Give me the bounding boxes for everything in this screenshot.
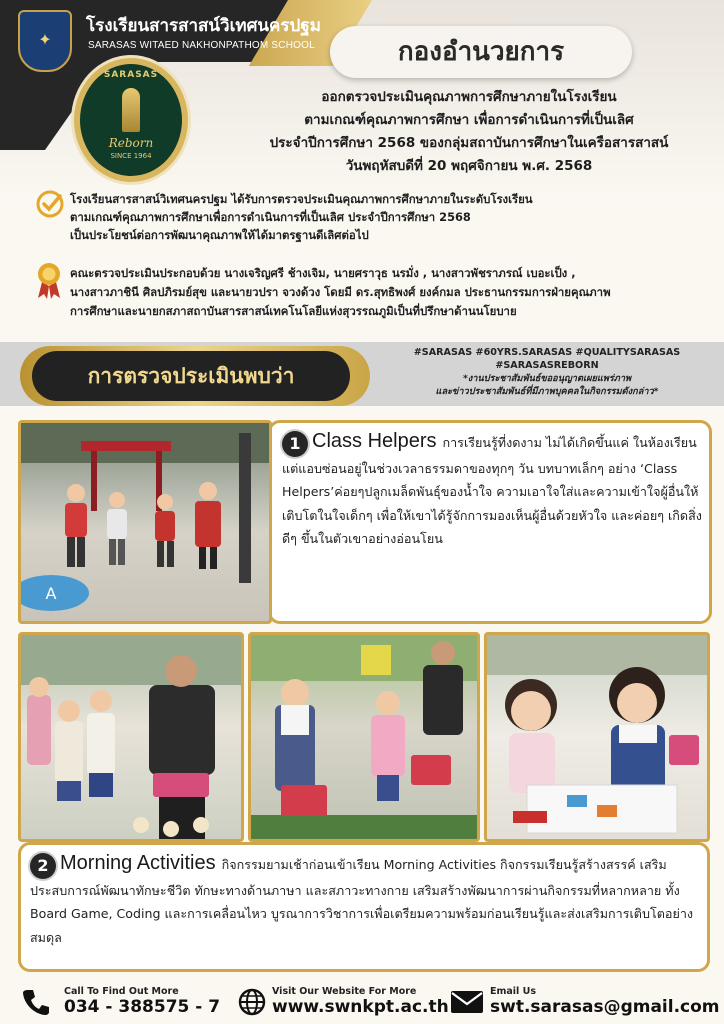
- emblem-script-text: Reborn: [108, 136, 154, 150]
- school-crest-icon: ✦: [18, 10, 72, 72]
- title-line: ตามเกณฑ์คุณภาพการศึกษา เพื่อการดำเนินการที่เป็นเลิศ: [304, 112, 634, 128]
- emblem-year-text: SINCE 1964: [110, 152, 152, 160]
- team-line: การศึกษาและนายกสภาสถาบันสารสาสน์เทคโนโลยีแห่งสุวรรณภูมิเป็นที่ปรึกษาด้านนโยบาย: [70, 304, 517, 318]
- phone-label: Call To Find Out More: [64, 986, 179, 997]
- website-contact[interactable]: [272, 986, 449, 1017]
- school-name-thai: โรงเรียนสารสาสน์วิเทศนครปฐม: [86, 16, 321, 35]
- title-line: วันพฤหัสบดีที่ 20 พฤศจิกายน พ.ศ. 2568: [345, 158, 593, 174]
- mail-icon: [450, 990, 484, 1014]
- activity-number-badge: 1: [282, 431, 308, 457]
- globe-icon: [238, 988, 266, 1016]
- check-icon: [36, 190, 64, 218]
- medal-icon: [36, 262, 62, 300]
- activity-photo-middle: [248, 632, 480, 842]
- department-title: กองอำนวยการ: [330, 26, 632, 78]
- activity-1-text: [282, 430, 702, 551]
- team-line: นางสาวภาชินี ศิลปภิรมย์สุข และนายวปรา จวงด้วง โดยมี ดร.สุทธิพงศ์ ยงค์กมล ประธานกรรมการฝ่ายคุณภาพ: [70, 285, 611, 299]
- email-contact[interactable]: [490, 986, 720, 1017]
- hashtags-line: #SARASAS #60YRS.SARASAS #QUALITYSARASAS: [413, 347, 681, 358]
- activity-photo-right: [484, 632, 710, 842]
- activity-2-heading: Morning Activities: [60, 852, 216, 874]
- intro-line: โรงเรียนสารสาสน์วิเทศนครปฐม ได้รับการตรวจประเมินคุณภาพการศึกษาภายในระดับโรงเรียน: [70, 192, 533, 206]
- consent-note: และข่าวประชาสัมพันธ์ที่มีภาพบุคคลในกิจกรรมดังกล่าว*: [435, 386, 659, 397]
- team-paragraph: [70, 264, 710, 321]
- intro-line: ตามเกณฑ์คุณภาพการศึกษาเพื่อการดำเนินการที่เป็นเลิศ ประจำปีการศึกษา 2568: [70, 210, 471, 224]
- activity-2-body: กิจกรรมยามเช้าก่อนเข้าเรียน Morning Activities กิจกรรมเรียนรู้สร้างสรรค์ เสริมประสบการณ์พัฒนาทักษะชีวิต ทักษะทางด้านภาษา และสภาวะทางกาย เสริมสร้างพัฒนาการผ่านกิจกรรมที่หลากหลาย ทั้ง Board Game, Coding และการเคลื่อนไหว บูรณาการวิชาการเพื่อเตรียมความพร้อมก่อนเรียนรู้และส่งเสริมการเติบโตอย่างสมดุล: [30, 857, 694, 945]
- website-label: Visit Our Website For More: [272, 986, 417, 997]
- school-name-english: SARASAS WITAED NAKHONPATHOM SCHOOL: [88, 40, 315, 51]
- consent-note: *งานประชาสัมพันธ์ขออนุญาตเผยแพร่ภาพ: [462, 373, 632, 384]
- class-helpers-photo: [18, 420, 272, 624]
- activity-1-heading: Class Helpers: [312, 430, 437, 452]
- phone-number: 034 - 388575 - 7: [64, 997, 221, 1017]
- email-address[interactable]: swt.sarasas@gmail.com: [490, 997, 720, 1017]
- website-url[interactable]: www.swnkpt.ac.th: [272, 997, 449, 1017]
- svg-text:A: A: [45, 584, 57, 603]
- activity-1-body: การเรียนรู้ที่งดงาม ไม่ได้เกิดขึ้นแค่ ในห้องเรียน แต่แอบซ่อนอยู่ในช่วงเวลาธรรมดาของทุกๆ วัน บทบาทเล็กๆ อย่าง ‘Class Helpers’ค่อยๆปลูกเมล็ดพันธุ์ของน้ำใจ ความเอาใจใส่และความเข้าใจผู้อื่นให้เติบโตในใจเด็กๆ เพื่อให้เขาได้รู้จักการมองเห็นผู้อื่นด้วยหัวใจ และค่อยๆ เกิดสิ่งดีๆ ขึ้นในตัวเขาอย่างอ่อนโยน: [282, 435, 702, 546]
- reborn-emblem: [74, 58, 188, 182]
- news-title: [224, 86, 714, 178]
- phone-icon: [22, 988, 50, 1016]
- activity-photo-left: [18, 632, 244, 842]
- email-label: Email Us: [490, 986, 536, 997]
- title-line: ออกตรวจประเมินคุณภาพการศึกษาภายในโรงเรียน: [321, 89, 617, 105]
- hashtags-block: [380, 346, 714, 398]
- tower-icon: [122, 88, 140, 132]
- activity-2-text: [30, 852, 706, 949]
- intro-line: เป็นประโยชน์ต่อการพัฒนาคุณภาพให้ได้มาตรฐานดีเลิศต่อไป: [70, 228, 369, 242]
- activity-number-badge: 2: [30, 853, 56, 879]
- section-heading: การตรวจประเมินพบว่า: [32, 351, 350, 401]
- team-line: คณะตรวจประเมินประกอบด้วย นางเจริญศรี ช้างเจิม, นายศราวุธ นรมั่ง , นางสาวพัชราภรณ์ เบอะเป็ง ,: [70, 266, 576, 280]
- emblem-top-text: SARASAS: [103, 70, 159, 80]
- intro-paragraph: [70, 190, 700, 244]
- title-line: ประจำปีการศึกษา 2568 ของกลุ่มสถาบันการศึกษาในเครือสารสาสน์: [269, 135, 669, 151]
- phone-contact[interactable]: [64, 986, 220, 1017]
- hashtags-line: #SARASASREBORN: [495, 360, 599, 371]
